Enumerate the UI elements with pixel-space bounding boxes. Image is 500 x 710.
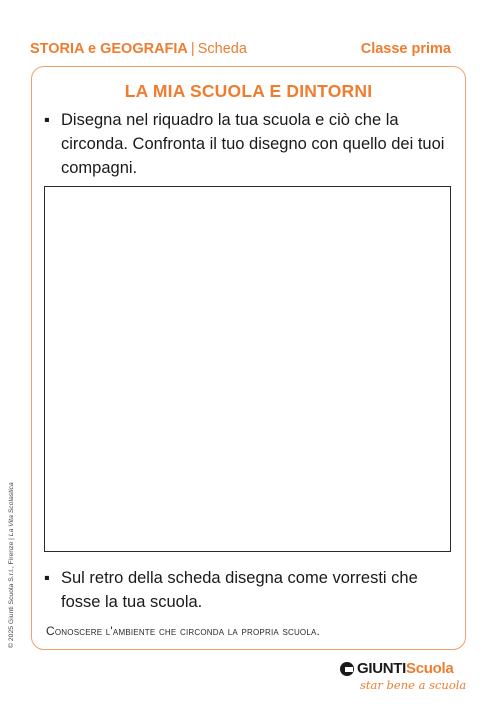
instruction-1-text: Disegna nel riquadro la tua scuola e ciò che la circonda. Confronta il tuo disegno con quello dei tuoi compagni. [61, 111, 445, 177]
instruction-1 [44, 108, 456, 180]
bullet-icon: ▪ [44, 111, 50, 129]
bullet-icon: ▪ [44, 569, 50, 587]
grade-label: Classe prima [360, 41, 451, 57]
giunti-logo-icon [340, 662, 354, 676]
worksheet-title: LA MIA SCUOLA E DINTORNI [124, 81, 373, 101]
page-header [30, 41, 451, 61]
sheet-type-label: Scheda [197, 41, 247, 57]
learning-objective: Conoscere l'ambiente che circonda la propria scuola. [46, 624, 321, 638]
copyright-notice [8, 482, 15, 648]
copyright-publication: La Vita Scolastica [8, 482, 15, 537]
instruction-2-text: Sul retro della scheda disegna come vorresti che fosse la tua scuola. [61, 569, 418, 611]
header-subject [30, 41, 247, 57]
logo-wordmark [357, 660, 453, 677]
instruction-2 [44, 566, 456, 614]
logo-name: GIUNTI [357, 660, 407, 677]
logo-tagline: star bene a scuola [360, 678, 467, 692]
subject-label: STORIA e GEOGRAFIA [30, 41, 188, 57]
header-separator: | [190, 41, 195, 57]
drawing-box[interactable] [44, 186, 451, 552]
copyright-text: © 2025 Giunti Scuola S.r.l., Firenze | [8, 536, 15, 648]
logo-name-accent: Scuola [406, 660, 454, 677]
publisher-logo [340, 660, 467, 696]
